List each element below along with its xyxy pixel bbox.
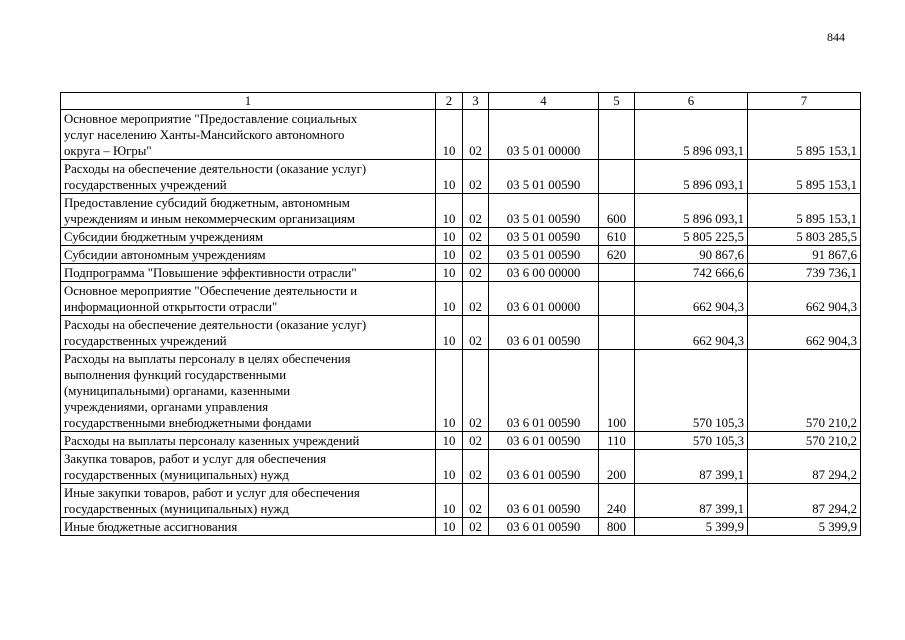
subsection-code-cell: 02 — [463, 246, 489, 264]
table-row — [61, 450, 861, 484]
expense-type-cell — [599, 264, 635, 282]
amount-year2-cell: 5 895 153,1 — [748, 194, 861, 228]
target-article-cell: 03 6 01 00590 — [489, 432, 599, 450]
amount-year1-cell: 570 105,3 — [635, 432, 748, 450]
header-col-5: 5 — [599, 93, 635, 110]
expense-type-cell: 110 — [599, 432, 635, 450]
row-name-line: Расходы на обеспечение деятельности (оказание услуг) — [64, 162, 367, 176]
row-name-cell — [61, 228, 436, 246]
table-row — [61, 110, 861, 160]
table-row — [61, 282, 861, 316]
amount-year2-cell: 662 904,3 — [748, 282, 861, 316]
table-row — [61, 228, 861, 246]
row-name-cell — [61, 350, 436, 432]
row-name-cell — [61, 518, 436, 536]
amount-year2-cell: 5 895 153,1 — [748, 110, 861, 160]
amount-year1-cell: 5 805 225,5 — [635, 228, 748, 246]
subsection-code-cell: 02 — [463, 450, 489, 484]
amount-year2-cell: 739 736,1 — [748, 264, 861, 282]
section-code-cell: 10 — [436, 450, 463, 484]
row-name-cell — [61, 110, 436, 160]
target-article-cell: 03 5 01 00590 — [489, 194, 599, 228]
target-article-cell: 03 6 01 00000 — [489, 282, 599, 316]
expense-type-cell: 610 — [599, 228, 635, 246]
table-row — [61, 518, 861, 536]
target-article-cell: 03 6 01 00590 — [489, 350, 599, 432]
table-row — [61, 264, 861, 282]
row-name-line: Субсидии бюджетным учреждениям — [64, 230, 264, 244]
target-article-cell: 03 5 01 00590 — [489, 228, 599, 246]
row-name-line: Подпрограмма "Повышение эффективности отрасли" — [64, 266, 357, 280]
section-code-cell: 10 — [436, 282, 463, 316]
section-code-cell: 10 — [436, 194, 463, 228]
row-name-line: государственными внебюджетными фондами — [64, 416, 312, 430]
row-name-cell — [61, 246, 436, 264]
row-name-line: Расходы на обеспечение деятельности (оказание услуг) — [64, 318, 367, 332]
section-code-cell: 10 — [436, 228, 463, 246]
amount-year1-cell: 570 105,3 — [635, 350, 748, 432]
expense-type-cell — [599, 160, 635, 194]
target-article-cell: 03 6 01 00590 — [489, 316, 599, 350]
amount-year1-cell: 662 904,3 — [635, 282, 748, 316]
header-col-2: 2 — [436, 93, 463, 110]
table-row — [61, 194, 861, 228]
subsection-code-cell: 02 — [463, 484, 489, 518]
header-col-7: 7 — [748, 93, 861, 110]
section-code-cell: 10 — [436, 246, 463, 264]
amount-year1-cell: 5 896 093,1 — [635, 194, 748, 228]
row-name-line: услуг населению Ханты-Мансийского автономного — [64, 128, 345, 142]
section-code-cell: 10 — [436, 316, 463, 350]
row-name-cell — [61, 450, 436, 484]
amount-year1-cell: 742 666,6 — [635, 264, 748, 282]
amount-year2-cell: 87 294,2 — [748, 450, 861, 484]
expense-type-cell — [599, 282, 635, 316]
row-name-cell — [61, 316, 436, 350]
amount-year2-cell: 91 867,6 — [748, 246, 861, 264]
target-article-cell: 03 6 00 00000 — [489, 264, 599, 282]
section-code-cell: 10 — [436, 264, 463, 282]
row-name-cell — [61, 282, 436, 316]
target-article-cell: 03 6 01 00590 — [489, 518, 599, 536]
row-name-line: округа – Югры" — [64, 144, 152, 158]
subsection-code-cell: 02 — [463, 194, 489, 228]
section-code-cell: 10 — [436, 350, 463, 432]
row-name-line: Субсидии автономным учреждениям — [64, 248, 266, 262]
subsection-code-cell: 02 — [463, 518, 489, 536]
target-article-cell: 03 6 01 00590 — [489, 450, 599, 484]
target-article-cell: 03 6 01 00590 — [489, 484, 599, 518]
row-name-line: государственных (муниципальных) нужд — [64, 468, 289, 482]
table-row — [61, 350, 861, 432]
row-name-line: информационной открытости отрасли" — [64, 300, 278, 314]
subsection-code-cell: 02 — [463, 264, 489, 282]
expense-type-cell: 200 — [599, 450, 635, 484]
expense-type-cell — [599, 110, 635, 160]
row-name-cell — [61, 194, 436, 228]
amount-year1-cell: 662 904,3 — [635, 316, 748, 350]
amount-year1-cell: 5 399,9 — [635, 518, 748, 536]
target-article-cell: 03 5 01 00590 — [489, 246, 599, 264]
row-name-line: выполнения функций государственными — [64, 368, 287, 382]
section-code-cell: 10 — [436, 432, 463, 450]
amount-year2-cell: 5 895 153,1 — [748, 160, 861, 194]
amount-year1-cell: 5 896 093,1 — [635, 160, 748, 194]
header-col-4: 4 — [489, 93, 599, 110]
amount-year1-cell: 90 867,6 — [635, 246, 748, 264]
subsection-code-cell: 02 — [463, 316, 489, 350]
amount-year1-cell: 87 399,1 — [635, 450, 748, 484]
amount-year2-cell: 570 210,2 — [748, 350, 861, 432]
row-name-line: государственных учреждений — [64, 334, 227, 348]
subsection-code-cell: 02 — [463, 110, 489, 160]
row-name-line: учреждениям и иным некоммерческим организациям — [64, 212, 355, 226]
amount-year2-cell: 87 294,2 — [748, 484, 861, 518]
row-name-line: Предоставление субсидий бюджетным, автономным — [64, 196, 350, 210]
table-row — [61, 432, 861, 450]
section-code-cell: 10 — [436, 484, 463, 518]
expense-type-cell: 800 — [599, 518, 635, 536]
row-name-line: Расходы на выплаты персоналу в целях обеспечения — [64, 352, 351, 366]
row-name-cell — [61, 160, 436, 194]
target-article-cell: 03 5 01 00590 — [489, 160, 599, 194]
expense-type-cell — [599, 316, 635, 350]
row-name-cell — [61, 484, 436, 518]
row-name-line: государственных (муниципальных) нужд — [64, 502, 289, 516]
amount-year2-cell: 5 399,9 — [748, 518, 861, 536]
amount-year2-cell: 570 210,2 — [748, 432, 861, 450]
row-name-line: (муниципальными) органами, казенными — [64, 384, 291, 398]
amount-year2-cell: 662 904,3 — [748, 316, 861, 350]
row-name-line: Закупка товаров, работ и услуг для обеспечения — [64, 452, 327, 466]
expense-type-cell: 620 — [599, 246, 635, 264]
table-body — [61, 110, 861, 536]
row-name-cell — [61, 264, 436, 282]
section-code-cell: 10 — [436, 110, 463, 160]
budget-table — [60, 92, 861, 536]
section-code-cell: 10 — [436, 518, 463, 536]
row-name-line: Основное мероприятие "Предоставление социальных — [64, 112, 358, 126]
amount-year1-cell: 87 399,1 — [635, 484, 748, 518]
section-code-cell: 10 — [436, 160, 463, 194]
row-name-line: учреждениями, органами управления — [64, 400, 269, 414]
table-row — [61, 160, 861, 194]
row-name-line: Основное мероприятие "Обеспечение деятельности и — [64, 284, 358, 298]
subsection-code-cell: 02 — [463, 350, 489, 432]
target-article-cell: 03 5 01 00000 — [489, 110, 599, 160]
row-name-line: Иные закупки товаров, работ и услуг для обеспечения — [64, 486, 360, 500]
header-col-3: 3 — [463, 93, 489, 110]
subsection-code-cell: 02 — [463, 432, 489, 450]
amount-year2-cell: 5 803 285,5 — [748, 228, 861, 246]
table-row — [61, 246, 861, 264]
header-col-1: 1 — [61, 93, 436, 110]
subsection-code-cell: 02 — [463, 228, 489, 246]
amount-year1-cell: 5 896 093,1 — [635, 110, 748, 160]
expense-type-cell: 100 — [599, 350, 635, 432]
header-row — [61, 93, 861, 110]
row-name-line: Иные бюджетные ассигнования — [64, 520, 238, 534]
table-row — [61, 316, 861, 350]
table-row — [61, 484, 861, 518]
expense-type-cell: 600 — [599, 194, 635, 228]
row-name-cell — [61, 432, 436, 450]
page-number: 844 — [827, 30, 845, 44]
row-name-line: Расходы на выплаты персоналу казенных учреждений — [64, 434, 360, 448]
row-name-line: государственных учреждений — [64, 178, 227, 192]
subsection-code-cell: 02 — [463, 282, 489, 316]
subsection-code-cell: 02 — [463, 160, 489, 194]
expense-type-cell: 240 — [599, 484, 635, 518]
header-col-6: 6 — [635, 93, 748, 110]
